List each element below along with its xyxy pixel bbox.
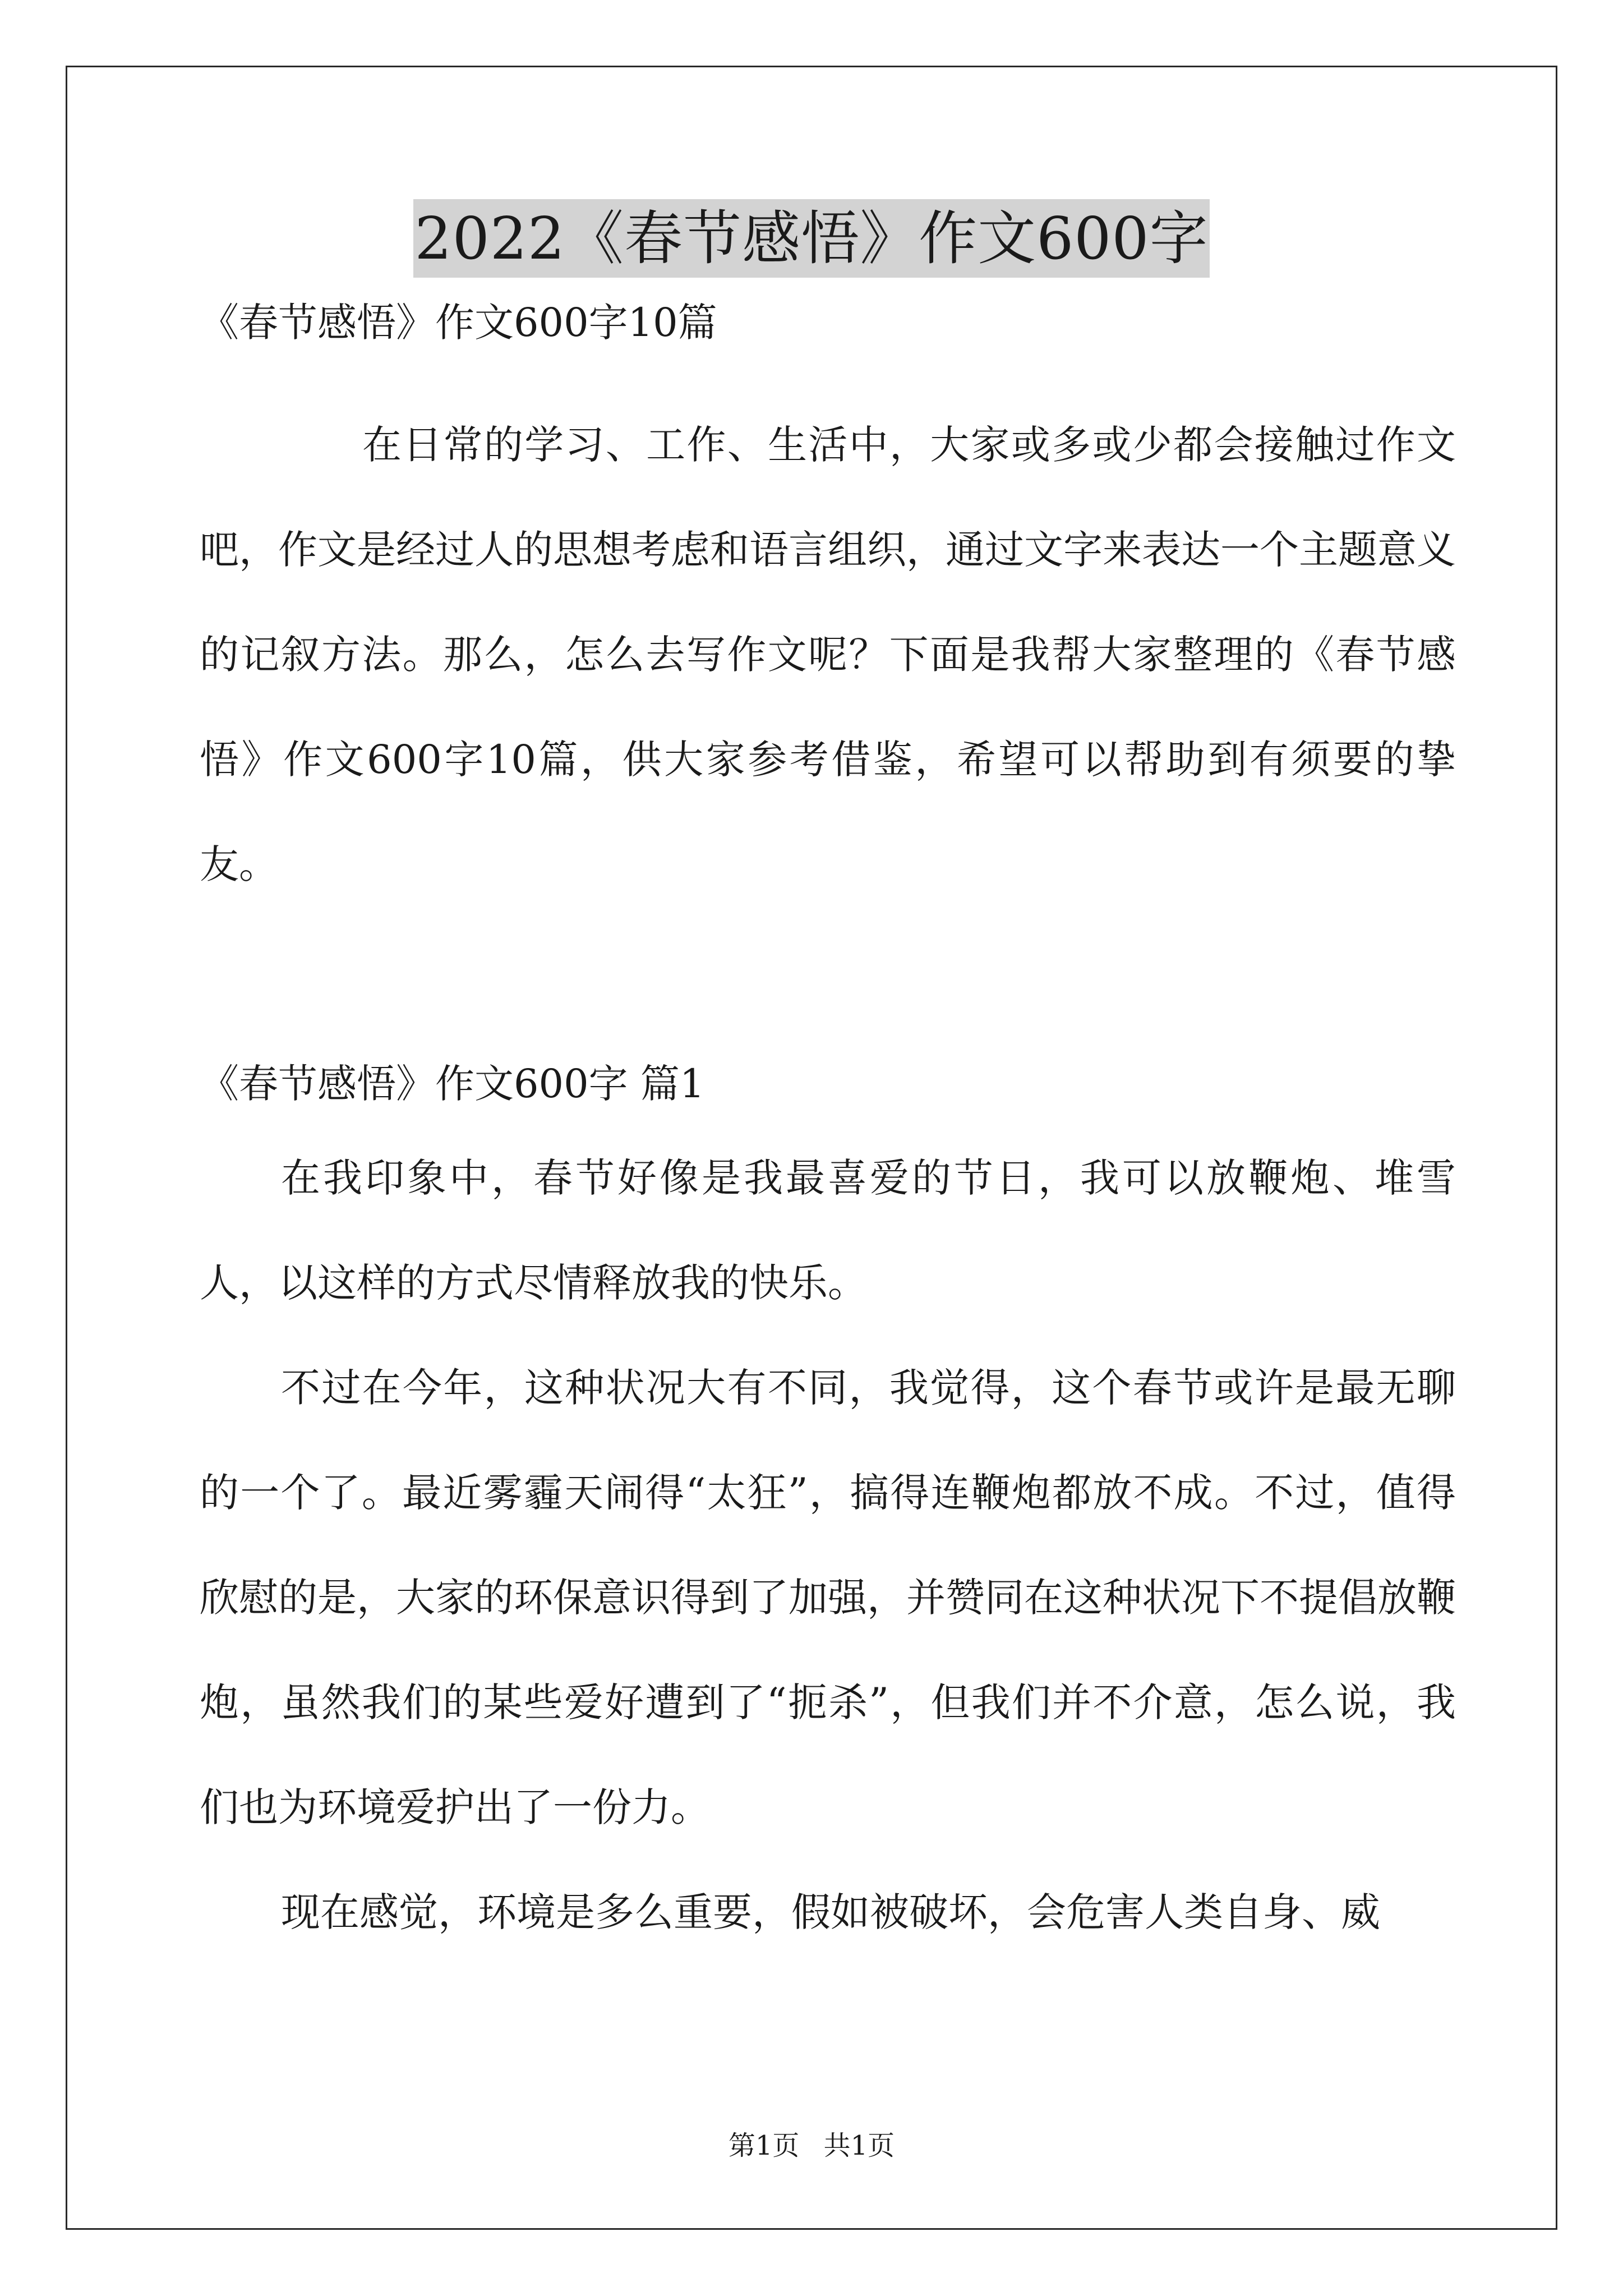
title-container xyxy=(0,199,1623,278)
page-number: 第1页 xyxy=(728,2130,800,2161)
section-heading: 《春节感悟》作文600字 篇1 xyxy=(200,1061,705,1107)
body-paragraph-2: 不过在今年，这种状况大有不同，我觉得，这个春节或许是最无聊的一个了。最近雾霾天闹得“太狂”，搞得连鞭炮都放不成。不过，值得欣慰的是，大家的环保意识得到了加强，并赞同在这种状况下不提倡放鞭炮，虽然我们的某些爱好遭到了“扼杀”，但我们并不介意，怎么说，我们也为环境爱护出了一份力。 xyxy=(200,1365,1456,1830)
body-paragraph-1: 在我印象中，春节好像是我最喜爱的节日，我可以放鞭炮、堆雪人，以这样的方式尽情释放我的快乐。 xyxy=(200,1155,1456,1306)
document-subtitle: 《春节感悟》作文600字10篇 xyxy=(200,300,717,346)
document-body xyxy=(200,292,1456,1965)
document-title: 2022《春节感悟》作文600字 xyxy=(413,199,1209,278)
intro-paragraph: 在日常的学习、工作、生活中，大家或多或少都会接触过作文吧，作文是经过人的思想考虑和语言组织，通过文字来表达一个主题意义的记叙方法。那么，怎么去写作文呢？下面是我帮大家整理的《春节感悟》作文600字10篇，供大家参考借鉴，希望可以帮助到有须要的挚友。 xyxy=(200,422,1456,887)
page-total: 共1页 xyxy=(823,2130,895,2161)
page-footer xyxy=(0,2129,1623,2162)
body-paragraph-3: 现在感觉，环境是多么重要，假如被破坏，会危害人类自身、威 xyxy=(281,1889,1380,1935)
